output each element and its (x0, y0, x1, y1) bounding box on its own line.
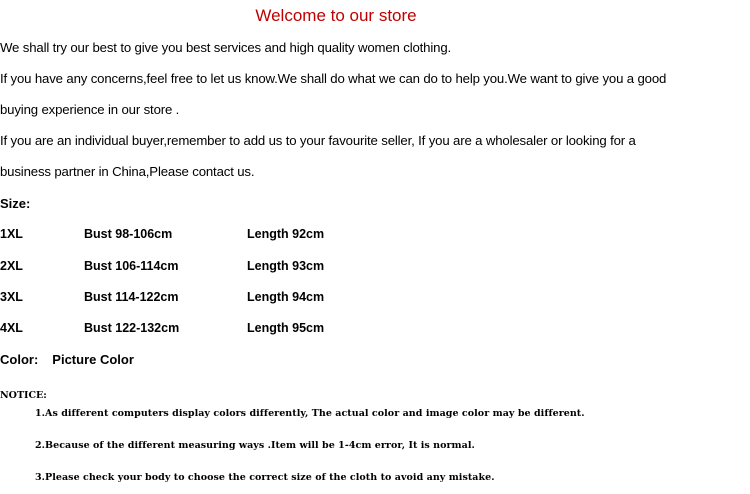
bust-cell: Bust 122-132cm (84, 321, 180, 335)
intro-paragraph-5: business partner in China,Please contact us. (0, 164, 255, 179)
size-cell: 4XL (0, 321, 23, 335)
size-cell: 1XL (0, 227, 23, 241)
intro-paragraph-4: If you are an individual buyer,remember to add us to your favourite seller, If you are a wholesaler or looking for a (0, 133, 636, 148)
notice-item-3: 3.Please check your body to choose the correct size of the cloth to avoid any mistake. (35, 472, 495, 483)
size-cell: 2XL (0, 259, 23, 273)
intro-paragraph-2: If you have any concerns,feel free to let us know.We shall do what we can do to help you.We want to give you a good (0, 71, 667, 86)
length-cell: Length 95cm (247, 321, 325, 335)
notice-item-2: 2.Because of the different measuring ways .Item will be 1-4cm error, It is normal. (35, 440, 475, 451)
color-row (0, 352, 134, 367)
bust-cell: Bust 98-106cm (84, 227, 173, 241)
bust-cell: Bust 106-114cm (84, 259, 179, 273)
length-cell: Length 92cm (247, 227, 325, 241)
length-cell: Length 94cm (247, 290, 325, 304)
color-value: Picture Color (52, 352, 134, 367)
size-cell: 3XL (0, 290, 23, 304)
bust-cell: Bust 114-122cm (84, 290, 179, 304)
color-label: Color: (0, 352, 39, 367)
intro-paragraph-1: We shall try our best to give you best services and high quality women clothing. (0, 40, 452, 55)
store-welcome-title: Welcome to our store (255, 6, 417, 25)
notice-item-1: 1.As different computers display colors differently, The actual color and image color may be different. (35, 408, 585, 419)
size-heading: Size: (0, 196, 31, 211)
length-cell: Length 93cm (247, 259, 325, 273)
intro-paragraph-3: buying experience in our store . (0, 102, 180, 117)
notice-heading: NOTICE: (0, 390, 47, 401)
